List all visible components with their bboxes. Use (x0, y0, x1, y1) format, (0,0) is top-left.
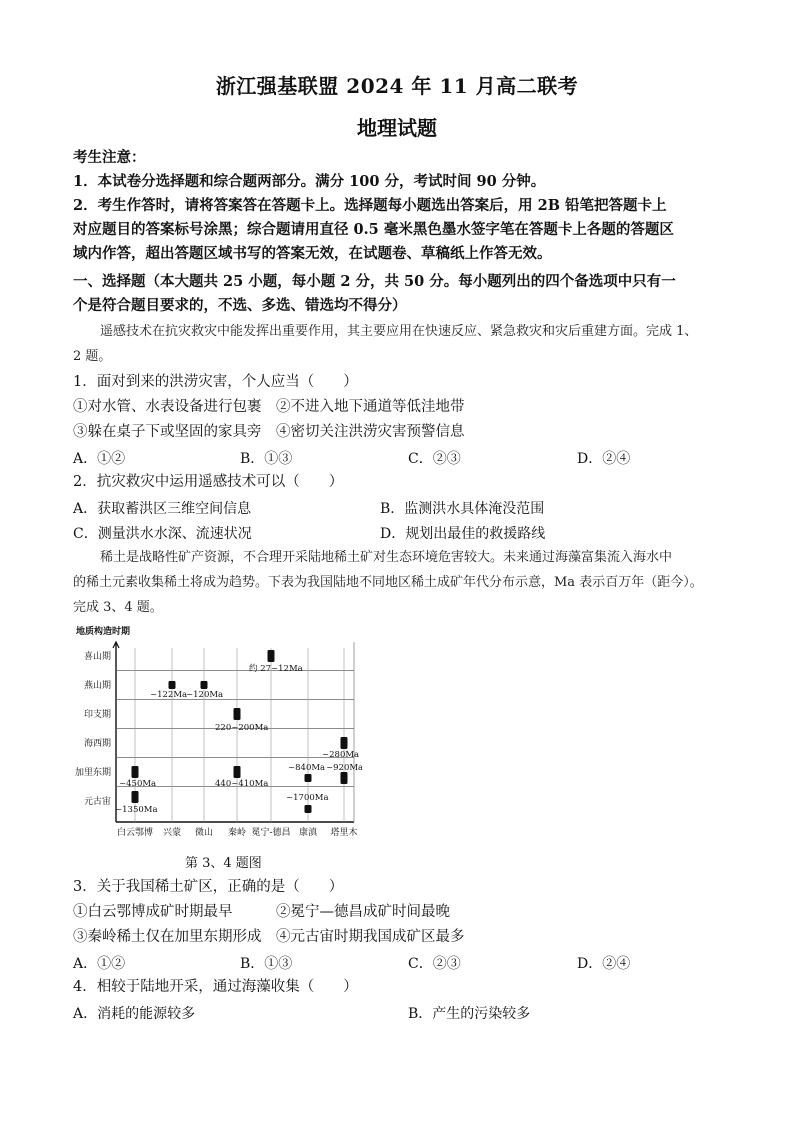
passage-1-line-1: 遥感技术在抗灾救灾中能发挥出重要作用，其主要应用在快速反应、紧急救灾和灾后重建方面。完成 1、 (100, 324, 698, 339)
question-2-option-c: C．测量洪水水深、流速状况 (73, 526, 252, 542)
question-2-option-a: A．获取蓄洪区三维空间信息 (73, 501, 252, 517)
chart-point-marker (341, 772, 348, 784)
chart-point-label: ~840Ma (288, 763, 326, 773)
chart-x-tick-label: 塔里木 (330, 828, 358, 838)
chart-point-label: ~122Ma (150, 690, 188, 700)
question-1-statements-1: ①对水管、水表设备进行包裹 ②不进入地下通道等低洼地带 (73, 399, 465, 415)
question-2-option-b: B．监测洪水具体淹没范围 (380, 501, 545, 517)
question-1-option-b: B．①③ (240, 451, 293, 467)
chart-y-tick-label: 元古宙 (83, 797, 111, 807)
chart-points (115, 650, 362, 815)
question-1-stem: 1．面对到来的洪涝灾害，个人应当（ ） (73, 374, 358, 390)
chart-point-marker (305, 805, 312, 813)
question-1-statements-2: ③躲在桌子下或坚固的家具旁 ④密切关注洪涝灾害预警信息 (73, 424, 465, 440)
chart-caption: 第 3、4 题图 (185, 856, 262, 871)
section-heading-line-2: 个是符合题目要求的，不选、多选、错选均不得分） (73, 297, 407, 314)
chart-point-marker (341, 737, 348, 749)
chart-x-tick-labels (117, 826, 358, 838)
notice-item-2-line-2: 对应题目的答案标号涂黑；综合题请用直径 0.5 毫米黑色墨水签字笔在答题卡上各题的答题区 (73, 221, 674, 238)
chart-point-marker (169, 681, 176, 689)
passage-2-line-2: 的稀土元素收集稀土将成为趋势。下表为我国陆地不同地区稀土成矿年代分布示意，Ma 表示百万年（距今）。 (73, 575, 703, 590)
chart-point-label: ~1350Ma (115, 805, 158, 815)
chart-point-label: ~1700Ma (286, 793, 329, 803)
chart-y-axis-label: 地质构造时期 (76, 627, 131, 637)
chart-point-label: 约 27~12Ma (249, 664, 303, 674)
passage-2-line-3: 完成 3、4 题。 (73, 600, 163, 615)
chart-point-label: 220~200Ma (215, 723, 269, 733)
chart-y-tick-labels (75, 650, 111, 807)
chart-y-tick-label: 喜山期 (83, 652, 111, 662)
chart-x-tick-label: 康滇 (298, 828, 318, 838)
chart-svg (72, 624, 362, 849)
question-4-option-b: B．产生的污染较多 (408, 1006, 531, 1022)
chart-point-marker (234, 708, 241, 720)
chart-y-tick-label: 海西期 (83, 739, 111, 749)
chart-point-marker (132, 791, 139, 803)
question-4-option-a: A．消耗的能源较多 (73, 1006, 196, 1022)
question-3-stem: 3．关于我国稀土矿区，正确的是（ ） (73, 879, 344, 895)
chart-x-tick-label: 兴蒙 (162, 828, 182, 838)
question-3-statements-2: ③秦岭稀土仅在加里东期形成 ④元古宙时期我国成矿区最多 (73, 929, 465, 945)
chart-x-tick-label: 微山 (194, 828, 214, 838)
chart-x-tick-label: 秦岭 (227, 828, 247, 838)
question-2-stem: 2．抗灾救灾中运用遥感技术可以（ ） (73, 474, 344, 490)
question-1-option-a: A．①② (73, 451, 126, 467)
question-4-stem: 4．相较于陆地开采，通过海藻收集（ ） (73, 979, 358, 995)
question-3-option-a: A．①② (73, 956, 126, 972)
notice-heading: 考生注意： (73, 149, 146, 166)
passage-2-line-1: 稀土是战略性矿产资源，不合理开采陆地稀土矿对生态环境危害较大。未来通过海藻富集流入海水中 (100, 550, 673, 565)
notice-item-2-line-3: 域内作答，超出答题区域书写的答案无效，在试题卷、草稿纸上作答无效。 (73, 245, 552, 262)
passage-1-line-2: 2 题。 (73, 349, 112, 364)
chart-point-marker (268, 650, 275, 662)
question-1-option-d: D．②④ (577, 451, 631, 467)
page-subtitle: 地理试题 (357, 116, 437, 140)
chart-y-tick-label: 燕山期 (83, 681, 111, 691)
notice-item-2-line-1: 2．考生作答时，请将答案答在答题卡上。选择题每小题选出答案后，用 2B 铅笔把答题卡上 (73, 197, 667, 214)
chart-point-marker (201, 681, 208, 689)
chart-point-marker (305, 774, 312, 782)
chart-point-label: ~280Ma (322, 750, 360, 760)
chart-x-tick-label: 白云鄂博 (116, 828, 154, 838)
notice-item-1: 1．本试卷分选择题和综合题两部分。满分 100 分，考试时间 90 分钟。 (73, 173, 546, 190)
chart-point-label: 440~410Ma (215, 779, 269, 789)
rare-earth-chart (72, 624, 362, 849)
section-heading-line-1: 一、选择题（本大题共 25 小题，每小题 2 分，共 50 分。每小题列出的四个备选项中只有一 (73, 273, 676, 290)
chart-point-marker (234, 766, 241, 778)
question-3-statements-1: ①白云鄂博成矿时期最早 ②冕宁—德昌成矿时间最晚 (73, 904, 450, 920)
chart-point-label: ~120Ma (186, 690, 224, 700)
chart-x-tick-label: 冕宁-德昌 (251, 828, 291, 838)
chart-point-label: ~920Ma (326, 763, 362, 773)
chart-point-marker (132, 766, 139, 778)
question-3-option-d: D．②④ (577, 956, 631, 972)
chart-y-tick-label: 印支期 (83, 710, 111, 720)
chart-y-tick-label: 加里东期 (74, 768, 111, 778)
question-2-option-d: D．规划出最佳的救援路线 (380, 526, 546, 542)
question-3-option-b: B．①③ (240, 956, 293, 972)
page-title: 浙江强基联盟 2024 年 11 月高二联考 (215, 74, 579, 98)
question-3-option-c: C．②③ (408, 956, 461, 972)
chart-point-label: ~450Ma (119, 779, 157, 789)
question-1-option-c: C．②③ (408, 451, 461, 467)
